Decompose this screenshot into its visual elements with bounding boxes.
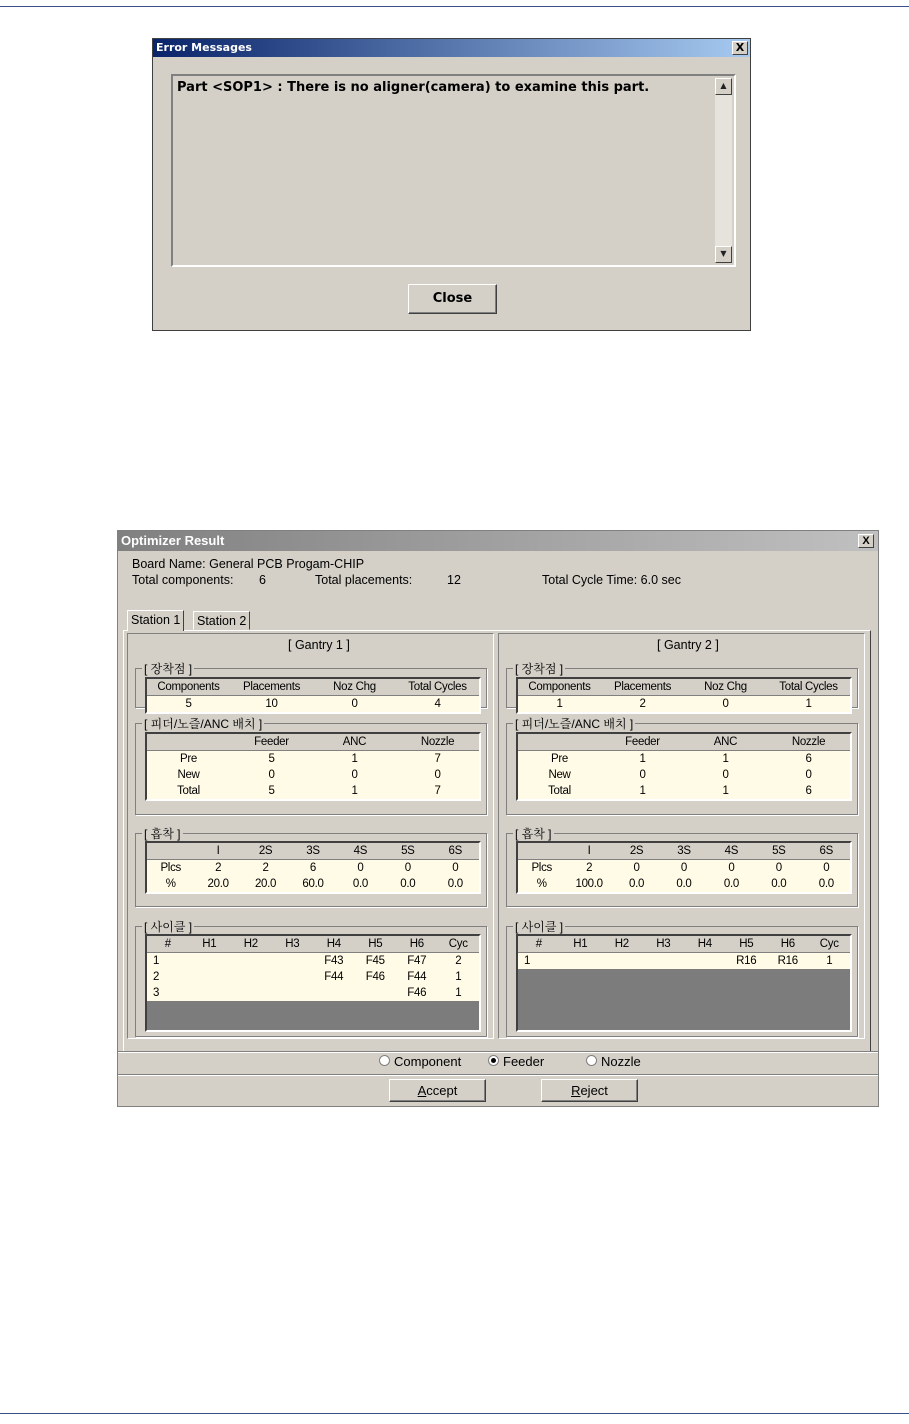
column-header: H2: [230, 936, 272, 953]
total-cycle-time: Total Cycle Time: 6.0 sec: [542, 573, 681, 587]
column-header: 4S: [708, 843, 755, 860]
table-cell: 0: [452, 862, 459, 874]
table-cell: 0.0: [352, 878, 368, 890]
column-header: 2S: [242, 843, 289, 860]
table-row[interactable]: [147, 860, 479, 877]
table-row[interactable]: [147, 953, 479, 970]
column-header: [147, 734, 230, 751]
table-cell: F46: [407, 987, 427, 999]
column-header: H3: [643, 936, 685, 953]
column-header: H3: [272, 936, 314, 953]
table-cell: 0.0: [400, 878, 416, 890]
column-header: H1: [189, 936, 231, 953]
table-cell: 0: [823, 862, 830, 874]
table-cell: 0: [351, 698, 358, 710]
gantry-2-panel: [498, 633, 865, 1039]
column-header: I: [194, 843, 241, 860]
table-cell: [230, 969, 272, 985]
table-cell: [189, 969, 231, 985]
table-cell: R16: [777, 955, 798, 967]
radio-nozzle[interactable]: [586, 1054, 641, 1069]
bottom-rule: [0, 1413, 909, 1414]
feeder-nozzle-anc-group: [135, 717, 487, 815]
column-header: [518, 843, 565, 860]
table-cell: 0.0: [447, 878, 463, 890]
table-cell: [313, 985, 355, 1001]
column-header: Noz Chg: [313, 679, 396, 696]
table-cell: 5: [185, 698, 192, 710]
mount-points-table[interactable]: [516, 677, 852, 714]
total-components-value: 6: [259, 573, 266, 587]
table-cell: [643, 953, 685, 970]
mount-points-table[interactable]: [145, 677, 481, 714]
table-cell: 0: [639, 769, 646, 781]
table-cell: R16: [736, 955, 757, 967]
table-cell: 1: [639, 753, 646, 765]
feeder-nozzle-anc-group: [506, 717, 858, 815]
table-cell: F44: [324, 971, 344, 983]
table-cell: 0: [722, 769, 729, 781]
bottom-separator: [118, 1051, 878, 1053]
table-cell: 1: [805, 698, 812, 710]
table-cell: 1: [826, 955, 833, 967]
column-header: Nozzle: [396, 734, 479, 751]
column-header: Nozzle: [767, 734, 850, 751]
column-header: ANC: [313, 734, 396, 751]
column-header: [147, 843, 194, 860]
top-rule: [0, 6, 909, 7]
table-cell: Total: [177, 785, 200, 797]
gantry-title: [ Gantry 2 ]: [657, 638, 719, 652]
error-message-box[interactable]: [171, 74, 736, 267]
feeder-nozzle-anc-table[interactable]: [145, 732, 481, 801]
table-cell: 1: [351, 785, 358, 797]
table-cell: 6: [309, 862, 317, 874]
table-row[interactable]: [147, 985, 479, 1001]
column-header: H1: [560, 936, 602, 953]
cycle-table[interactable]: [145, 934, 481, 1032]
table-cell: 5: [268, 785, 275, 797]
table-cell: 0: [268, 769, 275, 781]
table-cell: [189, 953, 231, 970]
table-row[interactable]: [518, 876, 850, 892]
table-cell: 0.0: [723, 878, 739, 890]
column-header: 5S: [384, 843, 431, 860]
reject-label-rest: eject: [580, 1083, 608, 1098]
table-cell: 0: [351, 769, 358, 781]
table-row[interactable]: [147, 969, 479, 985]
table-row[interactable]: [518, 696, 850, 713]
feeder-nozzle-anc-table[interactable]: [516, 732, 852, 801]
table-row[interactable]: [518, 767, 850, 783]
button-separator: [118, 1074, 878, 1076]
table-cell: [230, 985, 272, 1001]
optimizer-result-window: [117, 530, 879, 1107]
table-cell: %: [165, 878, 176, 890]
radio-feeder[interactable]: [488, 1054, 544, 1069]
column-header: Components: [518, 679, 601, 696]
table-row[interactable]: [147, 751, 479, 768]
table-cell: 0.0: [818, 878, 834, 890]
column-header: Feeder: [230, 734, 313, 751]
column-header: Placements: [601, 679, 684, 696]
table-row[interactable]: [147, 876, 479, 892]
table-cell: 0.0: [676, 878, 692, 890]
accept-mnemonic: A: [417, 1083, 427, 1098]
table-cell: F45: [365, 955, 385, 967]
table-cell: 2: [639, 698, 646, 710]
optimizer-close-icon[interactable]: X: [858, 534, 874, 548]
table-row[interactable]: [518, 751, 850, 768]
column-header: #: [518, 936, 560, 953]
scroll-up-arrow-icon[interactable]: ▲: [715, 78, 732, 95]
error-messages-dialog: [152, 38, 751, 331]
cycle-group: [135, 920, 487, 1037]
radio-nozzle-label: Nozzle: [601, 1054, 641, 1069]
table-cell: 0: [805, 769, 812, 781]
table-cell: [601, 953, 643, 970]
table-cell: 6: [805, 785, 812, 797]
column-header: 3S: [660, 843, 707, 860]
table-cell: 1: [455, 987, 462, 999]
reject-mnemonic: R: [571, 1083, 581, 1098]
cycle-group-label: [ 사이클 ]: [144, 920, 193, 934]
optimizer-title: Optimizer Result: [121, 533, 225, 548]
error-dialog-titlebar: [153, 39, 750, 57]
column-header: Noz Chg: [684, 679, 767, 696]
table-cell: New: [548, 769, 571, 781]
close-button[interactable]: Close: [408, 284, 497, 314]
pickup-group-label: [ 흡착 ]: [144, 827, 181, 841]
table-row[interactable]: [518, 783, 850, 799]
radio-component-circle[interactable]: [379, 1055, 390, 1066]
table-cell: 0: [357, 862, 364, 874]
column-header: 3S: [289, 843, 336, 860]
table-cell: 1: [722, 785, 729, 797]
table-cell: 6: [805, 753, 812, 765]
column-header: 4S: [337, 843, 384, 860]
table-row[interactable]: [518, 860, 850, 877]
table-cell: 1: [722, 753, 729, 765]
column-header: H6: [396, 936, 438, 953]
radio-nozzle-circle[interactable]: [586, 1055, 597, 1066]
error-dialog-title: Error Messages: [156, 41, 252, 54]
table-cell: 100.0: [575, 878, 603, 890]
table-cell: 20.0: [207, 878, 229, 890]
radio-component[interactable]: [379, 1054, 461, 1069]
radio-feeder-circle[interactable]: [488, 1055, 499, 1066]
column-header: 5S: [755, 843, 802, 860]
cycle-group: [506, 920, 858, 1037]
table-cell: 1: [153, 955, 160, 967]
table-cell: [560, 953, 602, 970]
table-cell: 10: [265, 698, 278, 710]
mount-points-group-label: [ 장착점 ]: [144, 662, 193, 676]
column-header: 2S: [613, 843, 660, 860]
table-cell: 2: [262, 862, 269, 874]
pickup-table[interactable]: [516, 841, 852, 894]
gantry-title: [ Gantry 1 ]: [288, 638, 350, 652]
table-cell: 1: [639, 785, 646, 797]
table-cell: 0: [633, 862, 640, 874]
table-cell: F47: [407, 955, 427, 967]
accept-label-rest: ccept: [426, 1083, 458, 1098]
table-cell: 2: [215, 862, 222, 874]
table-cell: 1: [556, 698, 563, 710]
table-cell: 4: [434, 698, 441, 710]
table-cell: 5: [268, 753, 275, 765]
column-header: H2: [601, 936, 643, 953]
mount-points-group: [506, 662, 858, 710]
table-cell: 0: [722, 698, 729, 710]
table-cell: 0: [434, 769, 441, 781]
error-message-scrollbar[interactable]: [715, 78, 732, 263]
cycle-table[interactable]: [516, 934, 852, 1032]
station-tab-panel: [123, 630, 871, 1053]
table-cell: 7: [434, 785, 441, 797]
table-cell: F46: [365, 971, 385, 983]
column-header: H4: [684, 936, 726, 953]
radio-component-label: Component: [394, 1054, 462, 1069]
tab-station-1[interactable]: Station 1: [127, 610, 184, 631]
pickup-group: [135, 827, 487, 907]
table-row[interactable]: [147, 767, 479, 783]
table-cell: 1: [455, 971, 462, 983]
table-cell: New: [177, 769, 200, 781]
table-cell: Pre: [180, 753, 197, 765]
table-cell: 1: [351, 753, 358, 765]
table-cell: [272, 985, 314, 1001]
table-cell: [355, 985, 397, 1001]
column-header: Placements: [230, 679, 313, 696]
feeder-nozzle-anc-group-label: [ 피더/노즐/ANC 배치 ]: [144, 717, 263, 731]
table-cell: Pre: [551, 753, 568, 765]
total-placements-value: 12: [447, 573, 461, 587]
table-cell: 0.0: [629, 878, 645, 890]
mount-points-group: [135, 662, 487, 710]
table-cell: 1: [524, 955, 531, 967]
column-header: H6: [767, 936, 809, 953]
mount-points-group-label: [ 장착점 ]: [515, 662, 564, 676]
column-header: 6S: [432, 843, 479, 860]
column-header: I: [565, 843, 612, 860]
pickup-group: [506, 827, 858, 907]
table-row[interactable]: [147, 783, 479, 799]
table-cell: 0: [775, 862, 782, 874]
column-header: Total Cycles: [396, 679, 479, 696]
table-cell: [230, 953, 272, 970]
feeder-nozzle-anc-group-label: [ 피더/노즐/ANC 배치 ]: [515, 717, 634, 731]
table-cell: 0.0: [771, 878, 787, 890]
column-header: #: [147, 936, 189, 953]
total-components-label: Total components:: [132, 573, 234, 587]
column-header: Feeder: [601, 734, 684, 751]
table-cell: Plcs: [160, 862, 181, 874]
board-name: Board Name: General PCB Progam-CHIP: [132, 557, 365, 571]
table-cell: Total: [548, 785, 571, 797]
table-row[interactable]: [518, 953, 850, 970]
column-header: Cyc: [809, 936, 851, 953]
column-header: H5: [355, 936, 397, 953]
table-cell: 2: [153, 971, 160, 983]
table-cell: F43: [324, 955, 344, 967]
table-cell: 3: [153, 987, 160, 999]
gantry-1-panel: [127, 633, 494, 1039]
radio-feeder-label: Feeder: [503, 1054, 545, 1069]
table-cell: [684, 953, 726, 970]
total-placements-label: Total placements:: [315, 573, 413, 587]
table-cell: 2: [586, 862, 593, 874]
column-header: H5: [726, 936, 768, 953]
table-row[interactable]: [147, 696, 479, 713]
table-cell: 7: [434, 753, 441, 765]
table-cell: 20.0: [254, 878, 277, 890]
table-cell: [272, 969, 314, 985]
error-message-text: Part <SOP1> : There is no aligner(camera) to examine this part.: [177, 80, 650, 95]
column-header: H4: [313, 936, 355, 953]
empty-table-area: [518, 969, 850, 1030]
cycle-group-label: [ 사이클 ]: [515, 920, 564, 934]
table-cell: 2: [455, 955, 462, 967]
empty-table-area: [147, 1001, 479, 1030]
table-cell: [189, 985, 231, 1001]
table-cell: 60.0: [302, 878, 324, 890]
tab-station-2[interactable]: Station 2: [193, 611, 250, 630]
column-header: Components: [147, 679, 230, 696]
column-header: Total Cycles: [767, 679, 850, 696]
column-header: 6S: [803, 843, 850, 860]
table-cell: %: [536, 878, 547, 890]
optimizer-titlebar: [118, 531, 878, 551]
column-header: ANC: [684, 734, 767, 751]
scroll-down-arrow-icon[interactable]: ▼: [715, 246, 732, 263]
table-cell: 0: [404, 862, 411, 874]
table-cell: 0: [680, 862, 688, 874]
table-cell: F44: [407, 971, 427, 983]
error-dialog-close-icon[interactable]: X: [732, 41, 748, 55]
pickup-table[interactable]: [145, 841, 481, 894]
table-cell: 0: [728, 862, 735, 874]
column-header: Cyc: [438, 936, 480, 953]
accept-button[interactable]: [389, 1079, 486, 1102]
table-cell: Plcs: [531, 862, 552, 874]
column-header: [518, 734, 601, 751]
table-cell: [272, 953, 314, 970]
reject-button[interactable]: [541, 1079, 638, 1102]
pickup-group-label: [ 흡착 ]: [515, 827, 552, 841]
